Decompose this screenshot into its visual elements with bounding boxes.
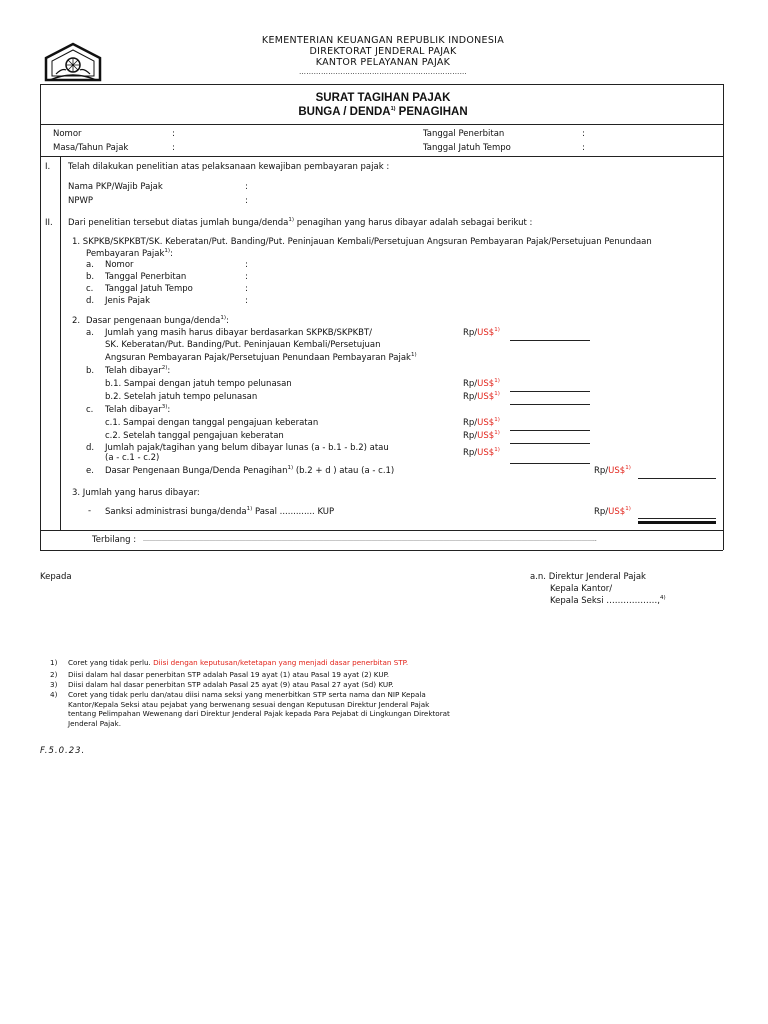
item-3-label: 3. Jumlah yang harus dibayar: xyxy=(72,488,200,498)
item-e-label: Dasar Pengenaan Bunga/Denda Penagihan$^{1)}$ (b.2 + d ) atau (a - c.1) xyxy=(105,465,395,476)
item-a-line2: SK. Keberatan/Put. Banding/Put. Peninjauan Kembali/Persetujuan xyxy=(105,340,381,350)
label-npwp: NPWP xyxy=(68,196,94,206)
sub-jenis-pajak: Jenis Pajak xyxy=(105,296,151,306)
footnote-4-line2: Kantor/Kepala Seksi atau pejabat yang berwenang sesuai dengan Keputusan Direktur Jenderal Pajak xyxy=(68,699,430,709)
sub-tanggal-penerbitan: Tanggal Penerbitan xyxy=(105,272,187,282)
section-2-text: Dari penelitian tersebut diatas jumlah bunga/denda$^{1)}$ penagihan yang harus dibayar adalah sebagai berikut : xyxy=(68,217,533,228)
header-directorate: DIREKTORAT JENDERAL PAJAK xyxy=(309,46,457,57)
label-tanggal-jatuh-tempo: Tanggal Jatuh Tempo xyxy=(423,143,511,153)
footnote-4-line3: tentang Pelimpahan Wewenang dari Direktur Jenderal Pajak kepada Para Pejabat di Lingkungan Direktorat xyxy=(68,709,450,718)
item-d-line2: (a - c.1 - c.2) xyxy=(105,453,160,463)
amount-c2-currency: Rp/US\$$^{1)}$ xyxy=(463,430,500,441)
item-c-label: Telah dibayar$^{3)}$: xyxy=(105,404,171,415)
form-title: SURAT TAGIHAN PAJAK xyxy=(315,92,451,104)
item-a-line1: Jumlah yang masih harus dibayar berdasarkan SKPKB/SKPKBT/ xyxy=(105,328,373,338)
item-c1: c.1. Sampai dengan tanggal pengajuan keberatan xyxy=(105,418,319,428)
an-direktur: a.n. Direktur Jenderal Pajak xyxy=(530,572,646,582)
amount-c1-currency: Rp/US\$$^{1)}$ xyxy=(463,417,500,428)
item-1-text: 1. SKPKB/SKPKBT/SK. Keberatan/Put. Banding/Put. Peninjauan Kembali/Persetujuan Angsuran Pembayaran Pajak/Persetujuan Penundaan xyxy=(72,237,652,247)
sub-nomor: Nomor xyxy=(105,260,134,270)
label-masa-tahun: Masa/Tahun Pajak xyxy=(53,143,129,153)
footnote-1: Coret yang tidak perlu. Diisi dengan keputusan/ketetapan yang menjadi dasar penerbitan STP. xyxy=(68,658,409,667)
kemenkeu-emblem-icon xyxy=(42,40,104,88)
footnote-2: Diisi dalam hal dasar penerbitan STP adalah Pasal 19 ayat (1) atau Pasal 19 ayat (2) KUP. xyxy=(68,670,390,679)
label-tanggal-penerbitan: Tanggal Penerbitan xyxy=(423,129,505,139)
amount-e-currency: Rp/US\$$^{1)}$ xyxy=(594,465,631,476)
sanksi-label: Sanksi administrasi bunga/denda$^{1)}$ Pasal ............. KUP xyxy=(105,506,335,517)
amount-b2-currency: Rp/US\$$^{1)}$ xyxy=(463,391,500,402)
terbilang-label: Terbilang : xyxy=(92,535,137,545)
header-office: KANTOR PELAYANAN PAJAK xyxy=(315,57,451,68)
section-2-number: II. xyxy=(45,218,53,228)
item-2-label: Dasar pengenaan bunga/denda$^{1)}$: xyxy=(86,315,229,326)
footnote-4-line4: Jenderal Pajak. xyxy=(68,718,121,728)
header-office-dots: …………………………………………………………… xyxy=(299,68,467,76)
amount-d-currency: Rp/US\$$^{1)}$ xyxy=(463,447,500,458)
amount-a-currency: Rp/US\$$^{1)}$ xyxy=(463,327,500,338)
kepala-seksi: Kepala Seksi ………………,$^{4)}$ xyxy=(550,595,666,606)
kepala-kantor: Kepala Kantor/ xyxy=(550,584,613,594)
item-b2: b.2. Setelah jatuh tempo pelunasan xyxy=(105,392,258,402)
item-a-line3: Angsuran Pembayaran Pajak/Persetujuan Penundaan Pembayaran Pajak$^{1)}$ xyxy=(105,352,417,363)
amount-b1-currency: Rp/US\$$^{1)}$ xyxy=(463,378,500,389)
item-c2: c.2. Setelah tanggal pengajuan keberatan xyxy=(105,431,284,441)
amount-sanksi-currency: Rp/US\$$^{1)}$ xyxy=(594,506,631,517)
item-b-label: Telah dibayar$^{2)}$: xyxy=(105,365,171,376)
section-1-number: I. xyxy=(45,162,51,172)
section-1-text: Telah dilakukan penelitian atas pelaksanaan kewajiban pembayaran pajak : xyxy=(68,162,390,172)
header-ministry: KEMENTERIAN KEUANGAN REPUBLIK INDONESIA xyxy=(261,35,505,46)
footnote-4-line1: Coret yang tidak perlu dan/atau diisi nama seksi yang menerbitkan STP serta nama dan NIP Kepala xyxy=(68,690,426,699)
form-subtitle: BUNGA / DENDA$^{1)}$ PENAGIHAN xyxy=(298,106,468,118)
sub-tanggal-jatuh-tempo: Tanggal Jatuh Tempo xyxy=(105,284,193,294)
kepada-label: Kepada xyxy=(40,572,72,582)
form-code: F.5.0.23. xyxy=(40,746,86,756)
label-nama-wp: Nama PKP/Wajib Pajak xyxy=(68,182,163,192)
item-1-text-cont: Pembayaran Pajak$^{1)}$: xyxy=(86,248,173,259)
terbilang-dots: ……………………………………………………………………………………………………………………………………………………………………………………………………….. xyxy=(143,536,597,543)
label-nomor: Nomor xyxy=(53,129,82,139)
item-d-line1: Jumlah pajak/tagihan yang belum dibayar lunas (a - b.1 - b.2) atau xyxy=(105,443,389,453)
footnote-3: Diisi dalam hal dasar penerbitan STP adalah Pasal 25 ayat (9) atau Pasal 27 ayat (Sd) KUP. xyxy=(68,680,394,689)
item-b1: b.1. Sampai dengan jatuh tempo pelunasan xyxy=(105,379,292,389)
